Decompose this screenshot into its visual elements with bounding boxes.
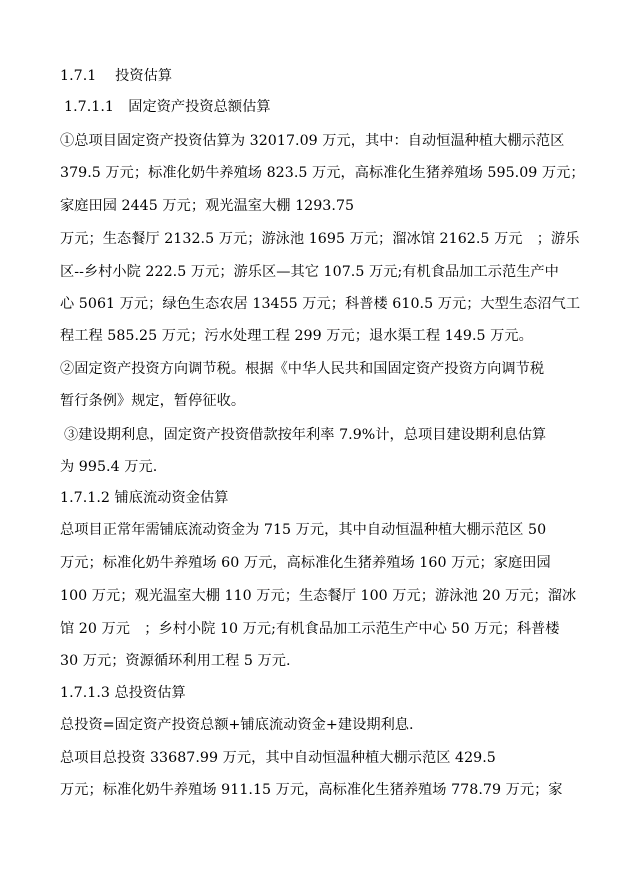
text-line: 心 5061 万元；绿色生态农居 13455 万元；科普楼 610.5 万元；大型生态沼气工	[60, 296, 581, 312]
text-line: 379.5 万元；标准化奶牛养殖场 823.5 万元，高标准化生猪养殖场 595.09 万元；	[60, 165, 585, 181]
subsection-heading-1-7-1-2: 1.7.1.2 铺底流动资金估算	[60, 490, 229, 506]
text-line: 万元；标准化奶牛养殖场 60 万元，高标准化生猪养殖场 160 万元；家庭田园	[60, 555, 551, 571]
text-line: 30 万元；资源循环利用工程 5 万元.	[60, 653, 291, 669]
text-line: 区--乡村小院 222.5 万元；游乐区—其它 107.5 万元;有机食品加工示范生产中	[60, 264, 559, 280]
text-line: ③建设期利息，固定资产投资借款按年利率 7.9%计，总项目建设期利息估算	[64, 427, 547, 443]
text-line: ①总项目固定资产投资估算为 32017.09 万元，其中：自动恒温种植大棚示范区	[60, 133, 565, 149]
subsection-heading-1-7-1-3: 1.7.1.3 总投资估算	[60, 685, 186, 701]
text-line: ②固定资产投资方向调节税。根据《中华人民共和国固定资产投资方向调节税	[60, 361, 545, 377]
text-line: 万元；生态餐厅 2132.5 万元；游泳池 1695 万元；溜冰馆 2162.5 万元 ；游乐	[60, 231, 580, 247]
text-line: 总投资=固定资产投资总额+铺底流动资金+建设期利息.	[60, 717, 414, 733]
text-line: 总项目总投资 33687.99 万元，其中自动恒温种植大棚示范区 429.5	[60, 750, 496, 766]
text-line: 总项目正常年需铺底流动资金为 715 万元，其中自动恒温种植大棚示范区 50	[60, 522, 547, 538]
text-line: 馆 20 万元 ；乡村小院 10 万元;有机食品加工示范生产中心 50 万元；科普楼	[60, 621, 560, 637]
text-line: 程工程 585.25 万元；污水处理工程 299 万元；退水渠工程 149.5 万元。	[60, 328, 533, 344]
text-line: 为 995.4 万元.	[60, 459, 158, 475]
text-line: 暂行条例》规定，暂停征收。	[60, 393, 246, 409]
text-line: 万元；标准化奶牛养殖场 911.15 万元，高标准化生猪养殖场 778.79 万元；家	[60, 782, 563, 798]
text-line: 家庭田园 2445 万元；观光温室大棚 1293.75	[60, 198, 355, 214]
section-heading-1-7-1: 1.7.1 投资估算	[60, 68, 173, 84]
subsection-heading-1-7-1-1: 1.7.1.1 固定资产投资总额估算	[64, 99, 271, 115]
text-line: 100 万元；观光温室大棚 110 万元；生态餐厅 100 万元；游泳池 20 万元；溜冰	[60, 588, 577, 604]
